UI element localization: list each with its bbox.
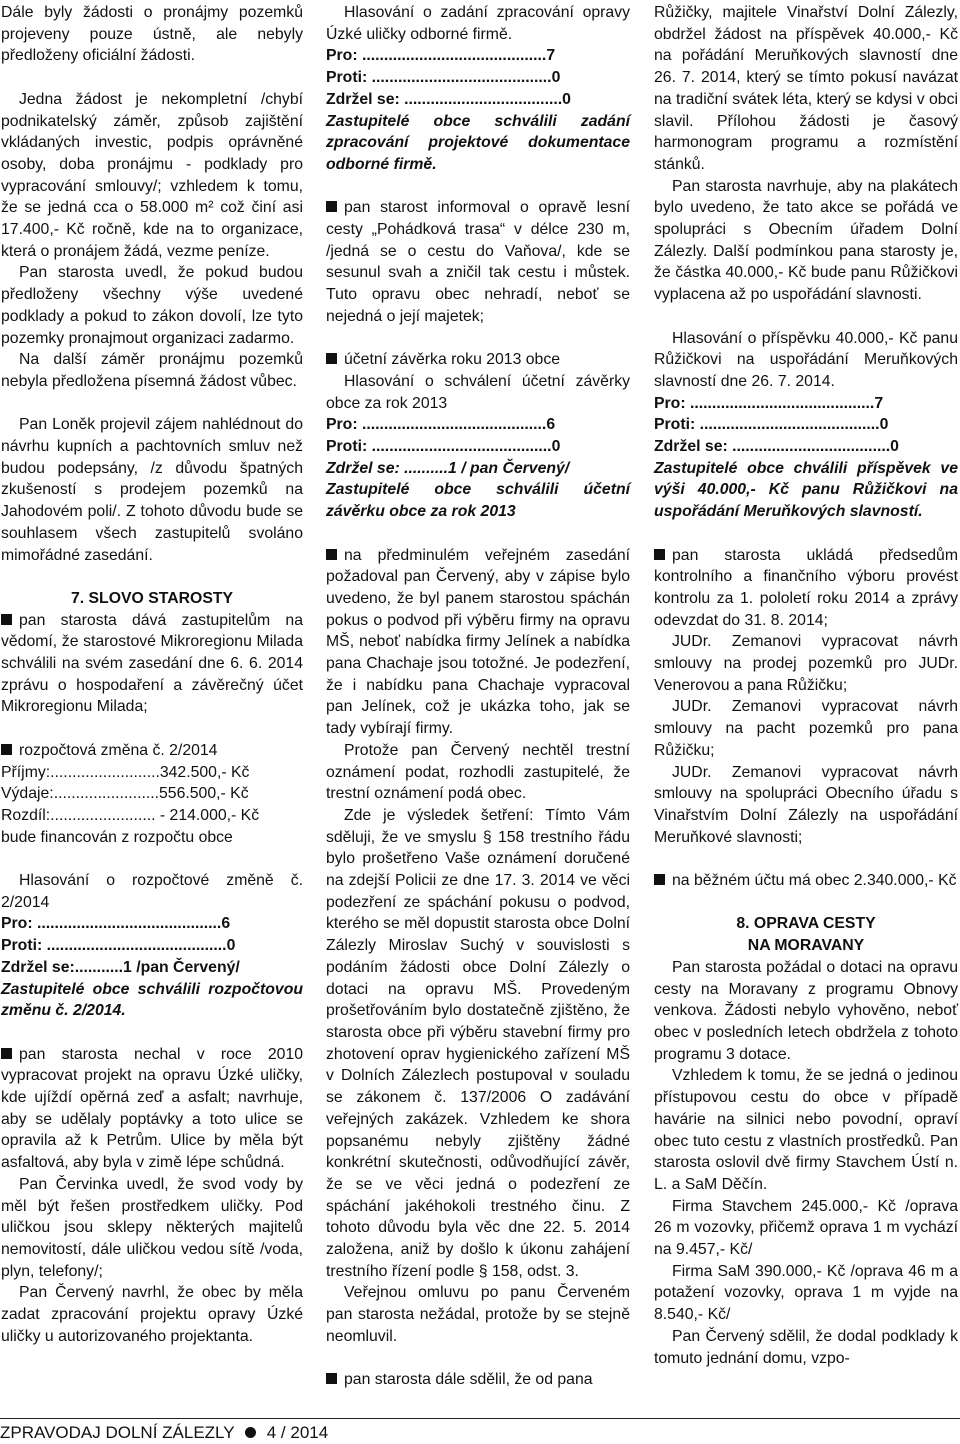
- paragraph: [1, 979, 303, 1022]
- paragraph: [1, 827, 303, 849]
- paragraph-text: Zdržel se: ....................................0: [654, 438, 899, 456]
- paragraph: [654, 870, 958, 892]
- paragraph-text: Pan Červený sdělil, že dodal podklady k tomuto jednání domu, vzpo-: [654, 1327, 958, 1367]
- paragraph-text: Zastupitelé obce schválili rozpočtovou změnu č. 2/2014.: [1, 980, 303, 1020]
- square-bullet-icon: [326, 1373, 337, 1384]
- spacer: [1, 566, 303, 588]
- paragraph-text: Zastupitelé obce schválili účetní závěrku obce za rok 2013: [326, 481, 630, 521]
- square-bullet-icon: [654, 549, 665, 560]
- paragraph-text: Pro: ..........................................7: [654, 394, 884, 412]
- column-2: [326, 2, 630, 1391]
- paragraph: [654, 2, 958, 176]
- paragraph: [1, 610, 303, 719]
- paragraph-text: Pan Loněk projevil zájem nahlédnout do návrhu kupních a pachtovních smluv než budou podepsány, /z důvodu špatných zkušeností s prodejem pozemků na Jahodovém poli/. Z tohoto důvodu bude se souhlasem všech zastupitelů svoláno mimořádné zasedání.: [1, 416, 303, 564]
- footer-issue: 4 / 2014: [266, 1423, 329, 1442]
- square-bullet-icon: [326, 353, 337, 364]
- spacer: [654, 892, 958, 914]
- paragraph: [326, 436, 630, 458]
- paragraph-text: 7. SLOVO STAROSTY: [70, 589, 234, 607]
- paragraph-text: Jedna žádost je nekompletní /chybí podnikatelský záměr, způsob zajištění vkládaných investic, podpis oprávněné osoby, doba pronájmu - podklady pro vypracování smlouvy/; vzhledem k tomu, že se jedná cca o 58.000 m² což činí asi 17.400,- Kč ročně, kde na to organizace, která o pronájem žádá, vezme peníze.: [1, 90, 303, 260]
- paragraph: [654, 458, 958, 523]
- paragraph: [326, 111, 630, 176]
- paragraph-text: Pan Červinka uvedl, že svod vody by měl být řešen prostředkem uličky. Pod uličkou jsou sklepy některých majitelů nemovitostí, dále uličkou vedou sítě /voda, plyn, telefony/;: [1, 1175, 303, 1280]
- paragraph: [654, 176, 958, 306]
- paragraph: [326, 349, 630, 371]
- column-1: [1, 2, 303, 1348]
- paragraph-text: účetní závěrka roku 2013 obce: [344, 351, 561, 369]
- spacer: [326, 176, 630, 198]
- paragraph: [654, 328, 958, 393]
- paragraph-text: Proti: .........................................0: [1, 937, 236, 955]
- paragraph: [1, 913, 303, 935]
- paragraph-text: pan starosta dává zastupitelům na vědomí, že starostové Mikroregionu Milada schválili na svém zasedání dne 6. 6. 2014 zprávu o hospodaření a závěrečný účet Mikroregionu Milada;: [1, 611, 303, 716]
- paragraph-text: Hlasování o rozpočtové změně č. 2/2014: [1, 872, 303, 911]
- paragraph-text: JUDr. Zemanovi vypracovat návrh smlouvy na prodej pozemků pro JUDr. Venerovou a pana Růžičku;: [654, 633, 958, 694]
- paragraph: [654, 631, 958, 696]
- paragraph: [1, 957, 303, 979]
- paragraph-text: Hlasování o zadání zpracování opravy Úzké uličky odborné firmě.: [326, 4, 630, 43]
- section-heading: [1, 588, 303, 610]
- paragraph: [326, 89, 630, 111]
- paragraph: [326, 2, 630, 45]
- paragraph-text: JUDr. Zemanovi vypracovat návrh smlouvy na pacht pozemků pro pana Růžičku;: [654, 698, 958, 759]
- paragraph: [326, 1369, 630, 1391]
- paragraph-text: na běžném účtu má obec 2.340.000,- Kč: [672, 872, 957, 890]
- paragraph: [326, 1282, 630, 1347]
- paragraph-text: Zastupitelé obce chválili příspěvek ve výši 40.000,- Kč panu Růžičkovi na uspořádání Meruňkových slavností.: [654, 459, 958, 521]
- paragraph-text: Na další záměr pronájmu pozemků nebyla předložena písemná žádost vůbec.: [1, 351, 303, 390]
- paragraph: [654, 436, 958, 458]
- paragraph: [1, 89, 303, 263]
- paragraph: [654, 393, 958, 415]
- paragraph-text: Zastupitelé obce schválili zadání zpracování projektové dokumentace odborné firmě.: [326, 112, 630, 173]
- spacer: [654, 848, 958, 870]
- paragraph-text: Protože pan Červený nechtěl trestní oznámení podat, rozhodli zastupitelé, že trestní oznámení podá obec.: [326, 741, 630, 803]
- paragraph-text: Pro: ..........................................6: [326, 416, 556, 434]
- paragraph-text: pan starosta ukládá předsedům kontrolního a finančního výboru provést kontrolu za 1. pololetí roku 2014 a zprávy odevzdat do 31. 8. 2014;: [654, 546, 958, 629]
- spacer: [1, 718, 303, 740]
- paragraph-text: Pan starosta navrhuje, aby na plakátech bylo uvedeno, že tato akce se pořádá ve spolupráci s Obecním úřadem Dolní Zálezly. Další podmínkou pana starosty je, že částka 40.000,- Kč bude panu Růžičkovi vyplacena až po uspořádání slavnosti.: [654, 177, 958, 304]
- paragraph-text: Veřejnou omluvu po panu Červeném pan starosta nežádal, protože by se stejně neomluvil.: [326, 1284, 630, 1345]
- paragraph: [654, 762, 958, 849]
- paragraph: [1, 262, 303, 349]
- paragraph-text: Firma Stavchem 245.000,- Kč /oprava 26 m vozovky, přičemž oprava 1 m vychází na 9.457,- Kč/: [654, 1197, 958, 1259]
- paragraph-text: 8. OPRAVA CESTY: [736, 915, 876, 933]
- square-bullet-icon: [1, 744, 12, 755]
- paragraph: [1, 783, 303, 805]
- paragraph: [1, 414, 303, 566]
- paragraph-text: Dále byly žádosti o pronájmy pozemků projeveny pouze ústně, ale nebyly předloženy oficiální žádosti.: [1, 4, 303, 65]
- paragraph: [654, 957, 958, 1066]
- paragraph: [326, 67, 630, 89]
- spacer: [1, 67, 303, 89]
- paragraph: [326, 458, 630, 480]
- paragraph-text: Proti: .........................................0: [654, 416, 889, 434]
- paragraph: [326, 371, 630, 414]
- paragraph-text: Zdržel se:...........1 /pan Červený/: [1, 958, 240, 976]
- paragraph-text: na předminulém veřejném zasedání požadoval pan Červený, aby v zápise bylo uvedeno, že byl panem starostou spáchán pokus o podvod při výběru firmy na opravu MŠ, neboť nabídka firmy Jelínek a nabídka pana Chachaje jsou totožné. Je podezření, že i nabídku pana Chachaje vypracoval pan Jelínek, což je ukázka toho, jak se tady vybírají firmy.: [326, 546, 630, 738]
- paragraph-text: pan starost informoval o opravě lesní cesty „Pohádková trasa“ v délce 230 m, /jedná se o cestu do Vaňova/, kde se sesunul svah a zničil tak cestu i můstek. Tuto opravu obec nehradí, neboť se nejedná o její majetek;: [326, 199, 630, 325]
- paragraph-text: Pro: ..........................................6: [1, 915, 231, 933]
- spacer: [654, 523, 958, 545]
- paragraph-text: Rozdíl:........................ - 214.000,- Kč: [1, 806, 260, 824]
- square-bullet-icon: [654, 874, 665, 885]
- paragraph-text: Proti: .........................................0: [326, 69, 561, 87]
- paragraph-text: pan starosta nechal v roce 2010 vypracovat projekt na opravu Úzké uličky, kde ujíždí opěrná zeď a asfalt; navrhuje, aby se udělaly poptávky a toto ulice se opravila až k Petrům. Ulice by měla být asfaltová, aby byla v zimě lépe schůdná.: [1, 1045, 303, 1172]
- spacer: [326, 1348, 630, 1370]
- paragraph: [1, 740, 303, 762]
- page-footer: [0, 1418, 960, 1444]
- paragraph: [1, 2, 303, 67]
- spacer: [326, 523, 630, 545]
- paragraph-text: Růžičky, majitele Vinařství Dolní Zálezly, obdržel žádost na příspěvek 40.000,- Kč na pořádání Meruňkových slavností dne 26. 7. 2014, který se tímto pokusí navázat na tradiční svátek léta, který se kdysi v obci slavil. Přílohou žádosti je časový harmonogram programu a rozmístění stánků.: [654, 4, 958, 173]
- paragraph: [654, 414, 958, 436]
- paragraph-text: Výdaje:........................556.500,- Kč: [1, 785, 249, 803]
- square-bullet-icon: [326, 549, 337, 560]
- spacer: [1, 393, 303, 415]
- spacer: [654, 306, 958, 328]
- paragraph: [1, 935, 303, 957]
- paragraph: [654, 1196, 958, 1261]
- paragraph: [654, 1065, 958, 1195]
- paragraph-text: Pan Červený navrhl, že obec by měla zadat zpracování projektu opravy Úzké uličky u autorizovaného projektanta.: [1, 1284, 303, 1345]
- paragraph-text: rozpočtová změna č. 2/2014: [19, 741, 218, 759]
- paragraph: [326, 545, 630, 740]
- spacer: [326, 328, 630, 350]
- paragraph-text: Proti: .........................................0: [326, 438, 561, 456]
- paragraph-text: Pro: ..........................................7: [326, 47, 556, 65]
- section-heading: [654, 935, 958, 957]
- paragraph-text: pan starosta dále sdělil, že od pana: [344, 1371, 593, 1389]
- square-bullet-icon: [326, 201, 337, 212]
- footer-title: ZPRAVODAJ DOLNÍ ZÁLEZLY: [0, 1423, 235, 1442]
- paragraph-text: Pan starosta požádal o dotaci na opravu cesty na Moravany z programu Obnovy venkova. Žádosti nebylo vyhověno, neboť obec v posledních letech obdržela z tohoto programu 3 dotace.: [654, 958, 958, 1063]
- paragraph-text: Hlasování o schválení účetní závěrky obce za rok 2013: [326, 372, 630, 412]
- paragraph: [1, 805, 303, 827]
- spacer: [1, 1022, 303, 1044]
- paragraph: [654, 1261, 958, 1326]
- paragraph-text: Firma SaM 390.000,- Kč /oprava 46 m a potažení vozovky, oprava 1 m vyjde na 8.540,- Kč/: [654, 1262, 958, 1324]
- paragraph-text: Vzhledem k tomu, že se jedná o jedinou přístupovou cestu do obce v případě havárie na silnici nebo povodní, opraví obec tuto cestu z vlastních prostředků. Pan starosta oslovil dvě firmy Stavchem Ústí n. L. a SaM Děčín.: [654, 1067, 958, 1193]
- paragraph: [326, 479, 630, 522]
- paragraph-text: Zdržel se: ....................................0: [326, 90, 571, 108]
- column-3: [654, 2, 958, 1369]
- footer-dot-icon: [245, 1427, 256, 1438]
- paragraph: [326, 740, 630, 805]
- paragraph: [654, 545, 958, 632]
- paragraph: [1, 1044, 303, 1174]
- paragraph: [326, 197, 630, 327]
- square-bullet-icon: [1, 614, 12, 625]
- paragraph: [326, 45, 630, 67]
- paragraph-text: JUDr. Zemanovi vypracovat návrh smlouvy na spolupráci Obecního úřadu s Vinařstvím Dolní Zálezly na uspořádání Meruňkové slavnosti;: [654, 763, 958, 846]
- paragraph: [1, 349, 303, 392]
- paragraph-text: NA MORAVANY: [747, 937, 865, 955]
- paragraph-text: Zdržel se: ..........1 / pan Červený/: [326, 459, 570, 477]
- paragraph-text: Pan starosta uvedl, že pokud budou předloženy všechny výše uvedené podklady a pokud to zákon dovolí, lze tyto pozemky pronajmout organizaci zadarmo.: [1, 264, 303, 347]
- paragraph: [1, 1174, 303, 1283]
- section-heading: [654, 913, 958, 935]
- paragraph: [1, 870, 303, 913]
- spacer: [1, 848, 303, 870]
- paragraph-text: Zde je výsledek šetření: Tímto Vám sděluji, že ve smyslu § 158 trestního řádu bylo prošetřeno Vaše oznámení doručené na zdejší Policii ze dne 17. 3. 2014 ve věci podezření ze spáchání pokusu o podvod, kterého se měl dopustit starosta obce Dolní Zálezly Miroslav Suchý v souvislosti s podáním žádosti obce Dolní Zálezly o dotaci na opravu MŠ. Provedeným prošetřováním bylo dostatečně zjištěno, že starosta obce při výběru stavební firmy pro zhotovení oprav hygienického zařízení MŠ v Dolních Zálezlech postupoval v souladu se zákonem č. 137/2006 O zadávání veřejných zakázek. Vzhledem ke shora popsanému nebyly zjištěny žádné konkrétní skutečnosti, odůvodňující závěr, že se ve věci jedná o podezření ze spáchání jakéhokoli trestného činu. Z tohoto důvodu byla věc dne 22. 5. 2014 založena, aniž by došlo k úkonu zahájení trestního řízení podle § 158, odst. 3.: [326, 806, 630, 1280]
- paragraph: [1, 762, 303, 784]
- paragraph-text: bude financován z rozpočtu obce: [1, 828, 233, 846]
- paragraph: [326, 805, 630, 1282]
- paragraph: [326, 414, 630, 436]
- paragraph-text: Hlasování o příspěvku 40.000,- Kč panu Růžičkovi na uspořádání Meruňkových slavností dne 26. 7. 2014.: [654, 329, 958, 390]
- square-bullet-icon: [1, 1048, 12, 1059]
- paragraph: [654, 696, 958, 761]
- paragraph: [1, 1282, 303, 1347]
- paragraph-text: Příjmy:.........................342.500,- Kč: [1, 763, 250, 781]
- paragraph: [654, 1326, 958, 1369]
